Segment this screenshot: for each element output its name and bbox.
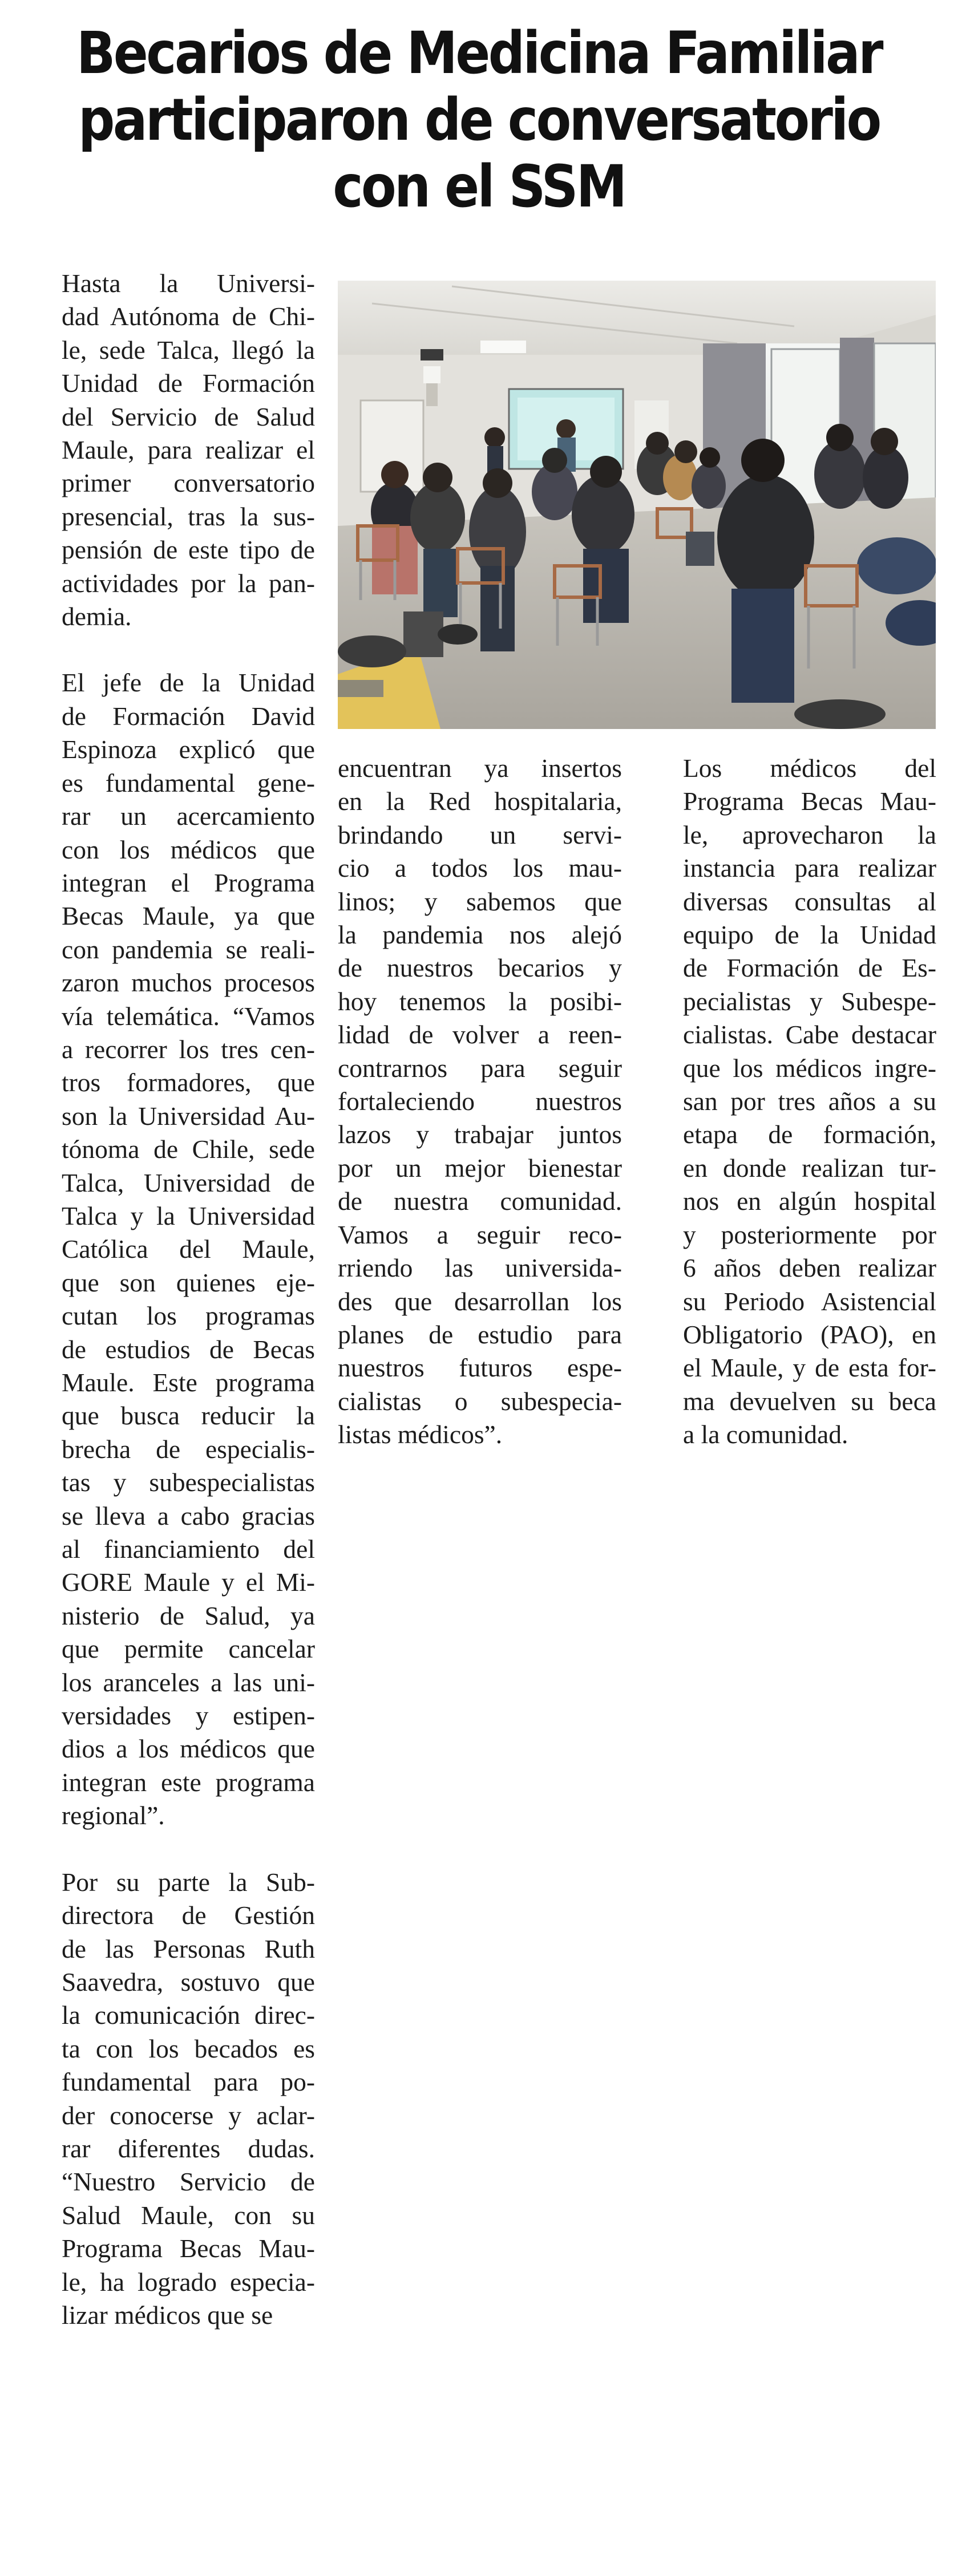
article-line: al financiamiento del bbox=[62, 1534, 315, 1564]
article-line: Programa Becas Mau- bbox=[683, 787, 936, 816]
article-line: san por tres años a su bbox=[683, 1087, 936, 1116]
article-line: 6 años deben realizar bbox=[683, 1253, 936, 1283]
article-line: integran el Programa bbox=[62, 868, 315, 897]
article-line: brindando un servi- bbox=[338, 820, 622, 849]
article-line: cutan los programas bbox=[62, 1301, 315, 1331]
article-line: zaron muchos procesos bbox=[62, 968, 315, 998]
article-line: ma devuelven su beca bbox=[683, 1386, 936, 1416]
article-line: pecialistas y Subespe- bbox=[683, 986, 936, 1016]
article-line: presencial, tras la sus- bbox=[62, 501, 315, 531]
article-line: linos; y sabemos que bbox=[338, 886, 622, 916]
article-column-2 bbox=[338, 752, 622, 1452]
article-line: Talca y la Universidad bbox=[62, 1201, 315, 1230]
article-line: GORE Maule y el Mi- bbox=[62, 1568, 315, 1597]
article-line: Obligatorio (PAO), en bbox=[683, 1319, 936, 1349]
article-paragraph bbox=[30, 267, 315, 633]
article-line: lizar médicos que se bbox=[62, 2300, 273, 2330]
article-line: lazos y trabajar juntos bbox=[338, 1120, 622, 1149]
article-line: demia. bbox=[62, 602, 132, 631]
article-line: nuestros futuros espe- bbox=[338, 1353, 622, 1383]
article-line: de Formación David bbox=[62, 701, 315, 731]
article-line: rriendo las universida- bbox=[338, 1253, 622, 1283]
article-line: ta con los becados es bbox=[62, 2034, 315, 2063]
article-line: tónoma de Chile, sede bbox=[62, 1135, 315, 1164]
article-line: primer conversatorio bbox=[62, 468, 315, 498]
article-line: en donde realizan tur- bbox=[683, 1153, 936, 1182]
article-line: en la Red hospitalaria, bbox=[338, 787, 622, 816]
article-line: directora de Gestión bbox=[62, 1901, 315, 1930]
article-line: Maule, para realizar el bbox=[62, 435, 315, 465]
article-line: la comunicación direc- bbox=[62, 2000, 315, 2030]
article-line: se lleva a cabo gracias bbox=[62, 1501, 315, 1530]
article-line: Saavedra, sostuvo que bbox=[62, 1967, 315, 1996]
article-line: Unidad de Formación bbox=[62, 368, 315, 398]
article-line: la pandemia nos alejó bbox=[338, 920, 622, 950]
article-line: vía telemática. “Vamos bbox=[62, 1001, 315, 1031]
article-line: y posteriormente por bbox=[683, 1220, 936, 1249]
article-line: por un mejor bienestar bbox=[338, 1153, 622, 1182]
article-line: Por su parte la Sub- bbox=[62, 1867, 315, 1897]
article-line: diversas consultas al bbox=[683, 886, 936, 916]
article-line: que busca reducir la bbox=[62, 1401, 315, 1431]
article-line: su Periodo Asistencial bbox=[683, 1286, 936, 1316]
article-line: Espinoza explicó que bbox=[62, 735, 315, 764]
article-line: fortaleciendo nuestros bbox=[338, 1087, 622, 1116]
article-line: de nuestra comunidad. bbox=[338, 1186, 622, 1216]
article-line: a recorrer los tres cen- bbox=[62, 1034, 315, 1064]
article-line: a la comunidad. bbox=[683, 1420, 848, 1449]
article-line: instancia para realizar bbox=[683, 853, 936, 883]
article-line: que los médicos ingre- bbox=[683, 1053, 936, 1083]
article-line: el Maule, y de esta for- bbox=[683, 1353, 936, 1383]
article-line: de las Personas Ruth bbox=[62, 1934, 315, 1963]
article-line: Los médicos del bbox=[683, 754, 936, 783]
article-line: listas médicos”. bbox=[338, 1420, 503, 1449]
article-line: los aranceles a las uni- bbox=[62, 1667, 315, 1697]
article-column-3 bbox=[651, 752, 936, 1452]
article-line: del Servicio de Salud bbox=[62, 402, 315, 431]
article-line: lidad de volver a reen- bbox=[338, 1020, 622, 1050]
article-line: Católica del Maule, bbox=[62, 1234, 315, 1264]
article-line: pensión de este tipo de bbox=[62, 535, 315, 565]
article-line: con los médicos que bbox=[62, 835, 315, 864]
article-line: regional”. bbox=[62, 1801, 165, 1830]
article-line: de Formación de Es- bbox=[683, 953, 936, 983]
article-line: cialistas. Cabe destacar bbox=[683, 1020, 936, 1050]
headline-line: Becarios de Medicina Familiar bbox=[76, 19, 882, 87]
article-line: dad Autónoma de Chi- bbox=[62, 302, 315, 331]
article-line: Vamos a seguir reco- bbox=[338, 1220, 622, 1249]
article-line: dios a los médicos que bbox=[62, 1734, 315, 1764]
article-paragraph bbox=[30, 666, 315, 1832]
article-line: de nuestros becarios y bbox=[338, 953, 622, 983]
article-paragraph bbox=[30, 1866, 315, 2332]
article-line: “Nuestro Servicio de bbox=[62, 2167, 315, 2197]
article-line: Salud Maule, con su bbox=[62, 2200, 315, 2230]
article-paragraph bbox=[338, 752, 622, 1452]
article-line: Becas Maule, ya que bbox=[62, 901, 315, 931]
headline-line: con el SSM bbox=[333, 153, 625, 221]
article-line: contrarnos para seguir bbox=[338, 1053, 622, 1083]
article-line: integran este programa bbox=[62, 1767, 315, 1797]
article-line: cialistas o subespecia- bbox=[338, 1386, 622, 1416]
article-line: hoy tenemos la posibi- bbox=[338, 986, 622, 1016]
article-photo bbox=[338, 281, 936, 729]
article-line: tros formadores, que bbox=[62, 1068, 315, 1097]
article-line: le, ha logrado especia- bbox=[62, 2267, 315, 2296]
article-column-1 bbox=[30, 267, 315, 2332]
article-line: equipo de la Unidad bbox=[683, 920, 936, 950]
article-line: fundamental para po- bbox=[62, 2067, 315, 2097]
article-line: planes de estudio para bbox=[338, 1319, 622, 1349]
article-line: de estudios de Becas bbox=[62, 1334, 315, 1364]
article-line: Maule. Este programa bbox=[62, 1368, 315, 1397]
article-line: le, aprovecharon la bbox=[683, 820, 936, 849]
headline-line: participaron de conversatorio bbox=[78, 86, 880, 154]
article-line: cio a todos los mau- bbox=[338, 853, 622, 883]
article-line: nos en algún hospital bbox=[683, 1186, 936, 1216]
classroom-meeting-photo-icon bbox=[338, 281, 936, 729]
article-line: es fundamental gene- bbox=[62, 768, 315, 797]
article-line: tas y subespecialistas bbox=[62, 1468, 315, 1497]
article-line: rar un acercamiento bbox=[62, 801, 315, 831]
headline bbox=[72, 20, 886, 220]
article-paragraph bbox=[651, 752, 936, 1452]
article-line: Programa Becas Mau- bbox=[62, 2234, 315, 2263]
article-line: Talca, Universidad de bbox=[62, 1168, 315, 1197]
article-line: des que desarrollan los bbox=[338, 1286, 622, 1316]
article-line: con pandemia se reali- bbox=[62, 934, 315, 964]
article-line: nisterio de Salud, ya bbox=[62, 1601, 315, 1630]
article-line: etapa de formación, bbox=[683, 1120, 936, 1149]
article-line: que son quienes eje- bbox=[62, 1267, 315, 1297]
article-line: actividades por la pan- bbox=[62, 568, 315, 598]
article-line: que permite cancelar bbox=[62, 1634, 315, 1664]
article-line: El jefe de la Unidad bbox=[62, 668, 315, 698]
article-line: son la Universidad Au- bbox=[62, 1101, 315, 1131]
article-line: versidades y estipen- bbox=[62, 1701, 315, 1731]
article-line: Hasta la Universi- bbox=[62, 269, 315, 298]
article-line: der conocerse y aclar- bbox=[62, 2100, 315, 2130]
article-line: rar diferentes dudas. bbox=[62, 2133, 315, 2163]
article-line: encuentran ya insertos bbox=[338, 754, 622, 783]
article-line: le, sede Talca, llegó la bbox=[62, 335, 315, 364]
article-line: brecha de especialis- bbox=[62, 1434, 315, 1464]
